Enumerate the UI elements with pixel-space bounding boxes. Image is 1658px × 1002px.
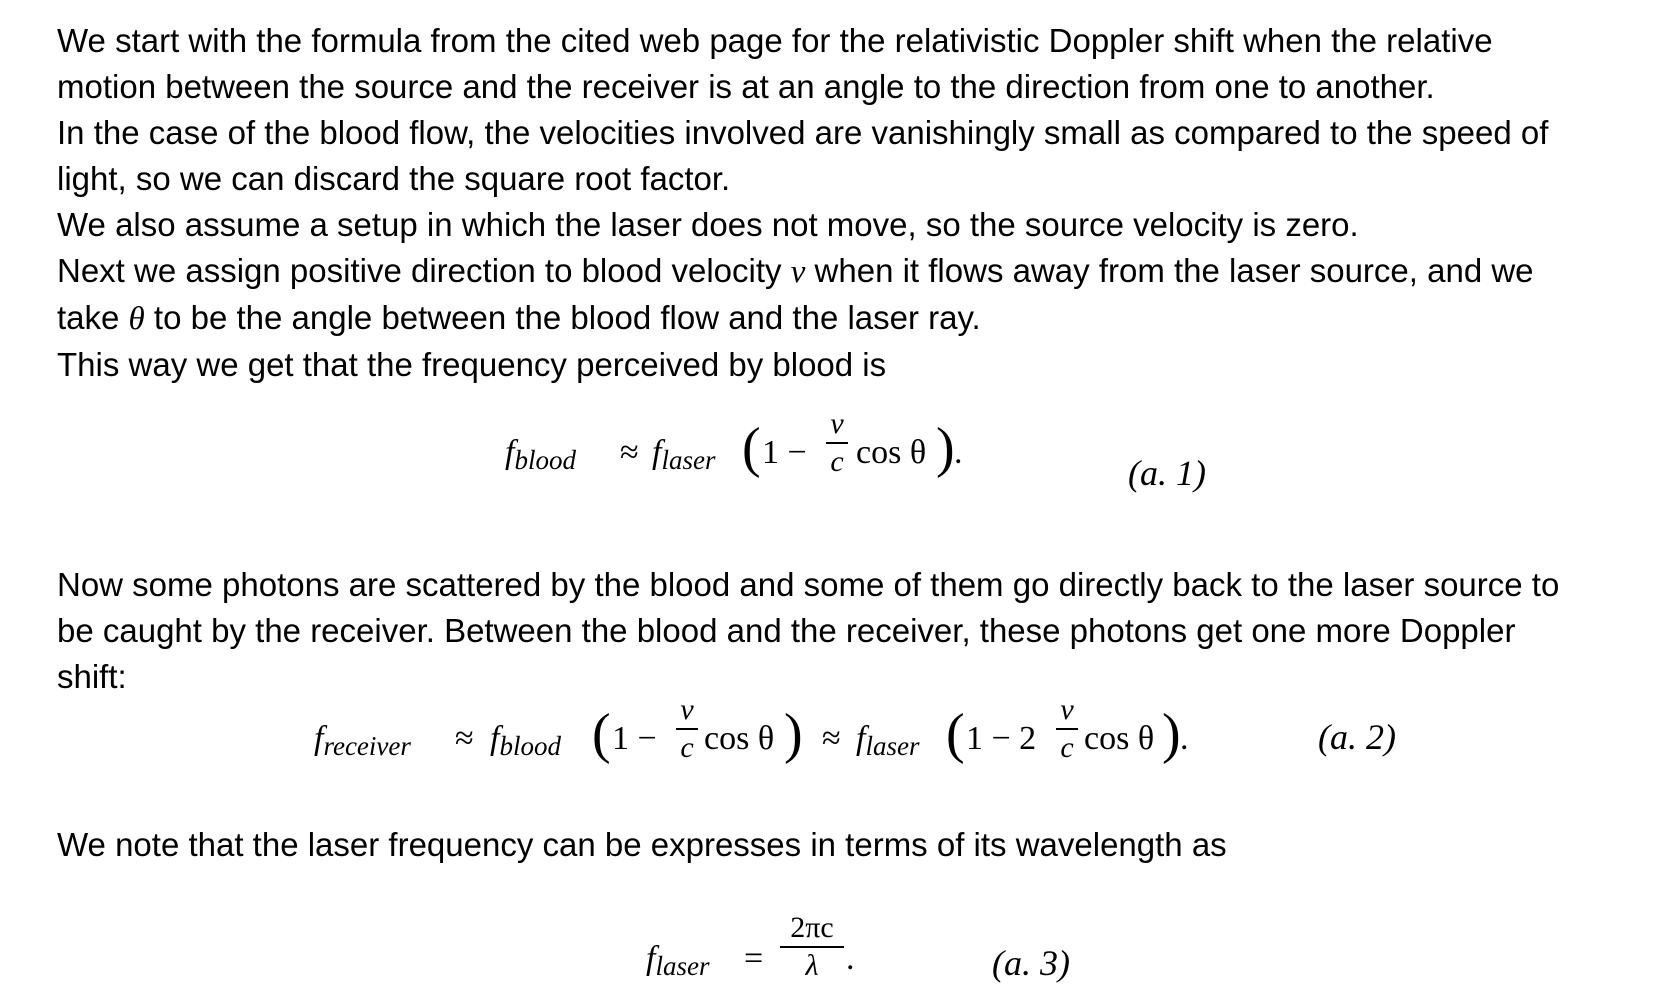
eq2-mid: fblood <box>490 720 561 761</box>
eq3-period: . <box>846 940 855 977</box>
eq2-frac2-bar <box>1056 728 1078 730</box>
eq3-frac-bar <box>780 946 844 948</box>
intro-line: This way we get that the frequency perceived by blood is <box>57 346 887 383</box>
eq2-frac1-bar <box>676 728 698 730</box>
eq2-close-paren-2: ) <box>1162 703 1181 765</box>
eq2-approx-2: ≈ <box>822 720 841 757</box>
eq2-open-paren-1: ( <box>592 703 611 765</box>
eq1-fraction <box>826 408 848 478</box>
intro-line: Next we assign positive direction to blood velocity v when it flows away from the laser source, and we <box>57 252 1534 290</box>
eq2-frac1-den: c <box>680 731 694 764</box>
eq1-approx: ≈ <box>620 434 639 471</box>
eq1-period: . <box>954 434 963 471</box>
eq2-period: . <box>1180 720 1189 757</box>
eq3-lhs: flaser <box>646 940 710 981</box>
eq2-frac2-num: v <box>1060 693 1074 726</box>
equation-label-a1: (a. 1) <box>1128 453 1206 493</box>
eq2-cos-2: cos θ <box>1084 720 1155 757</box>
eq2-frac1-num: v <box>680 693 694 726</box>
intro-line: In the case of the blood flow, the velocities involved are vanishingly small as compared to the speed of <box>57 114 1549 151</box>
eq2-rhs: flaser <box>856 720 920 761</box>
intro-line: light, so we can discard the square root factor. <box>57 160 731 197</box>
eq2-frac2-den: c <box>1060 731 1074 764</box>
eq1-open-paren: ( <box>742 417 761 479</box>
intro-line: We also assume a setup in which the laser does not move, so the source velocity is zero. <box>57 206 1359 243</box>
eq2-close-paren-1: ) <box>784 703 803 765</box>
eq1-lhs: fblood <box>505 434 576 475</box>
middle-paragraph <box>57 562 1647 700</box>
intro-line: take θ to be the angle between the blood flow and the laser ray. <box>57 299 981 337</box>
equation-a1 <box>0 402 1658 492</box>
eq2-fraction-1 <box>676 694 698 764</box>
angle-variable: θ <box>128 301 145 337</box>
equation-a3 <box>0 912 1658 1002</box>
middle-line: be caught by the receiver. Between the blood and the receiver, these photons get one more Doppler <box>57 612 1516 649</box>
eq2-open-paren-2: ( <box>946 703 965 765</box>
equation-label-a2: (a. 2) <box>1318 717 1396 757</box>
eq1-frac-num: v <box>830 407 844 440</box>
equation-label-a3: (a. 3) <box>992 943 1070 983</box>
velocity-variable: v <box>790 254 806 290</box>
intro-paragraph <box>57 18 1647 388</box>
eq3-equals: = <box>744 940 764 977</box>
middle-line: Now some photons are scattered by the blood and some of them go directly back to the laser source to <box>57 566 1560 603</box>
eq2-one-minus-two: 1 − 2 <box>966 720 1037 757</box>
intro-line: We start with the formula from the cited web page for the relativistic Doppler shift when the relative <box>57 22 1493 59</box>
eq3-frac-num: 2πc <box>790 911 834 944</box>
eq1-close-paren: ) <box>936 417 955 479</box>
eq1-cos: cos θ <box>856 434 927 471</box>
eq1-one-minus: 1 − <box>762 434 807 471</box>
equation-a2 <box>0 692 1658 782</box>
eq2-lhs: freceiver <box>314 720 411 761</box>
eq2-fraction-2 <box>1056 694 1078 764</box>
eq2-one-minus-1: 1 − <box>612 720 657 757</box>
eq3-frac-den: λ <box>805 949 819 982</box>
eq1-rhs: flaser <box>652 434 716 475</box>
middle-line: shift: <box>57 658 127 695</box>
eq3-fraction <box>780 912 844 982</box>
eq2-approx-1: ≈ <box>455 720 474 757</box>
eq1-frac-den: c <box>830 445 844 478</box>
intro-line: motion between the source and the receiver is at an angle to the direction from one to another. <box>57 68 1435 105</box>
wavelength-note: We note that the laser frequency can be expresses in terms of its wavelength as <box>57 826 1227 863</box>
eq1-frac-bar <box>826 442 848 444</box>
eq2-cos-1: cos θ <box>704 720 775 757</box>
